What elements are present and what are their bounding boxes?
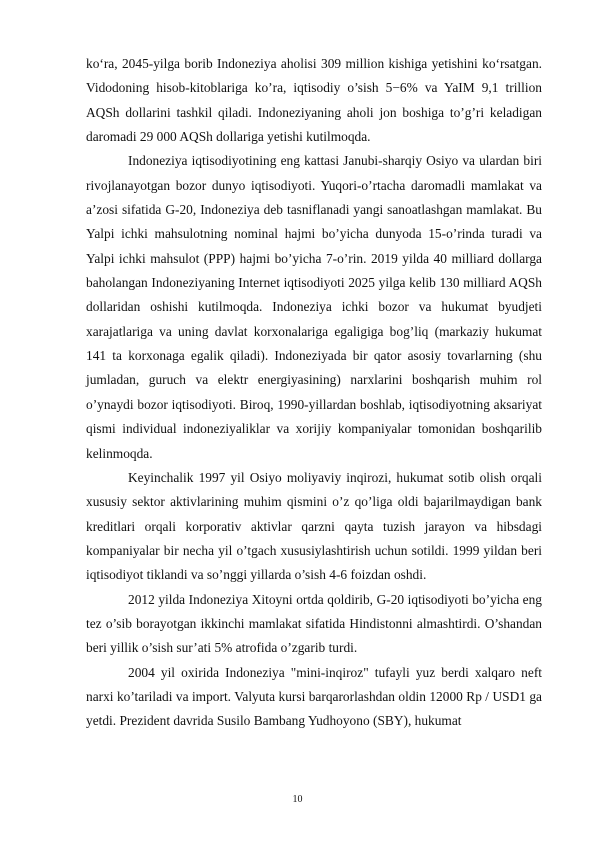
paragraph-1: ko‘ra, 2045-yilga borib Indoneziya aholisi 309 million kishiga yetishini ko‘rsatgan. Vidodoning hisob-kitoblariga ko’ra, iqtisodiy o’sish 5−6% va YaIM 9,1 trillion AQSh dollarini tashkil qiladi. Indoneziyaning aholi jon boshiga to’g’ri keladigan daromadi 29 000 AQSh dollariga yetishi kutilmoqda. [86, 56, 542, 145]
page-number: 10 [292, 794, 303, 805]
paragraph-3: Keyinchalik 1997 yil Osiyo moliyaviy inqirozi, hukumat sotib olish orqali xususiy sektor aktivlarining muhim qismini o’z qo’liga oldi bajarilmaydigan bank kreditlari orqali korporativ aktivlar qarzni qayta tuzish jarayon va hibsdagi kompaniyalar bir necha yil o’tgach xususiylashtirish uchun sotildi. 1999 yildan beri iqtisodiyot tiklandi va so’nggi yillarda o’sish 4-6 foizdan oshdi. [86, 469, 542, 583]
paragraph-2: Indoneziya iqtisodiyotining eng kattasi Janubi-sharqiy Osiyo va ulardan biri rivojlanayotgan bozor dunyo iqtisodiyoti. Yuqori-o’rtacha daromadli mamlakat va a’zosi sifatida G-20, Indoneziya deb tasniflanadi yangi sanoatlashgan mamlakat. Bu Yalpi ichki mahsulotning nominal hajmi bo’yicha dunyoda 15-o’rinda turadi va Yalpi ichki mahsulot (PPP) hajmi bo’yicha 7-o’rin. 2019 yilda 40 milliard dollarga baholangan Indoneziyaning Internet iqtisodiyoti 2025 yilga kelib 130 milliard AQSh dollaridan oshishi kutilmoqda. Indoneziya ichki bozor va hukumat byudjeti xarajatlariga va uning davlat korxonalariga egaligiga bog’liq (markaziy hukumat 141 ta korxonaga egalik qiladi). Indoneziyada bir qator asosiy tovarlarning (shu jumladan, guruch va elektr energiyasining) narxlarini boshqarish muhim rol o’ynaydi bozor iqtisodiyoti. Biroq, 1990-yillardan boshlab, iqtisodiyotning aksariyat qismi individual indoneziyaliklar va xorijiy kompaniyalar tomonidan boshqarilib kelinmoqda. [86, 153, 542, 461]
body-text [86, 52, 542, 734]
paragraph-4: 2012 yilda Indoneziya Xitoyni ortda qoldirib, G-20 iqtisodiyoti bo’yicha eng tez o’sib borayotgan ikkinchi mamlakat sifatida Hindistonni almashtirdi. O’shandan beri yillik o’sish sur’ati 5% atrofida o’zgarib turdi. [86, 591, 542, 656]
paragraph-5: 2004 yil oxirida Indoneziya "mini-inqiroz" tufayli yuz berdi xalqaro neft narxi ko’tariladi va import. Valyuta kursi barqarorlashdan oldin 12000 Rp / USD1 ga yetdi. Prezident davrida Susilo Bambang Yudhoyono (SBY), hukumat [86, 664, 542, 729]
